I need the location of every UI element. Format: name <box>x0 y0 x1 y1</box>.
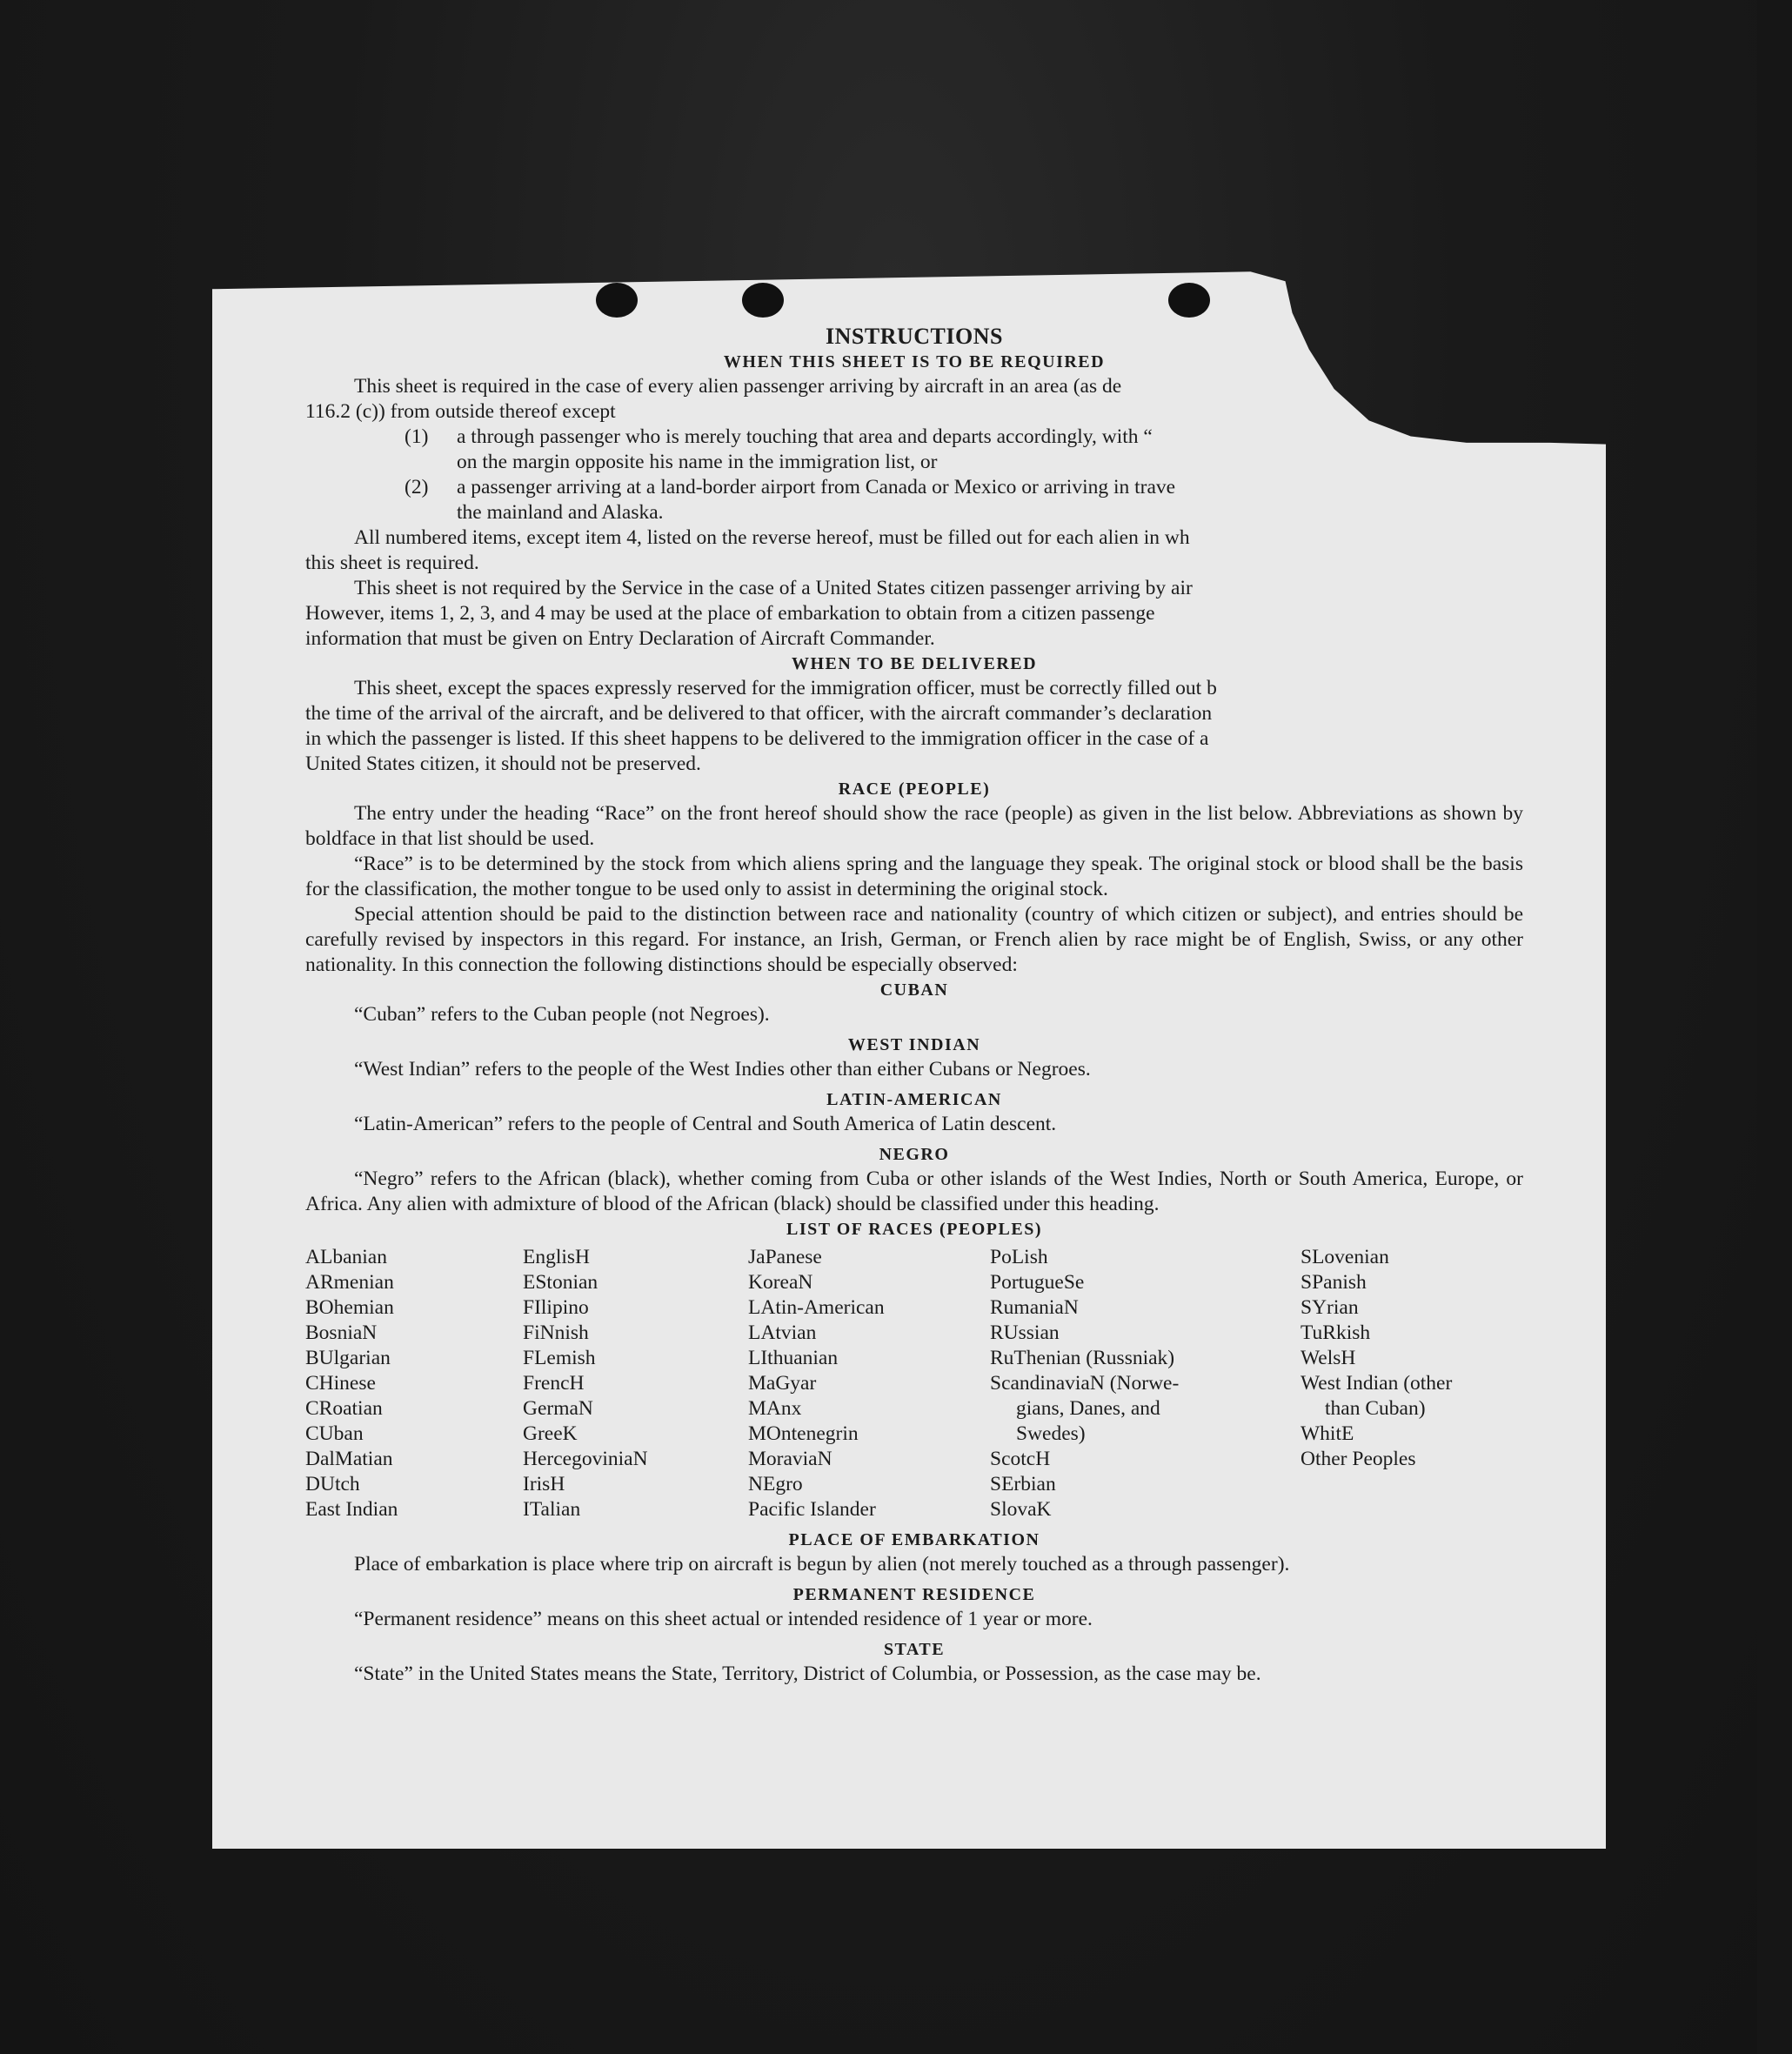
paragraph: This sheet is not required by the Service in the case of a United States citizen passenger arriving by air <box>354 577 1193 599</box>
race-entry: Other Peoples <box>1301 1448 1416 1470</box>
race-entry: West Indian (other <box>1301 1372 1453 1395</box>
race-entry: SErbian <box>990 1473 1056 1495</box>
list-item <box>305 475 1523 500</box>
paragraph: the time of the arrival of the aircraft, and be delivered to that officer, with the aircraft commander’s declaration <box>305 702 1213 725</box>
race-entry: BosniaN <box>305 1321 378 1344</box>
paragraph: United States citizen, it should not be preserved. <box>305 753 701 775</box>
race-entry: PortugueSe <box>990 1271 1085 1294</box>
paragraph: “Race” is to be determined by the stock from which aliens spring and the language they speak. The original stock or blood shall be the basis for the classification, the mother tongue to be used only to assist in determining the original stock. <box>305 853 1523 900</box>
race-entry: Swedes) <box>1016 1422 1086 1445</box>
race-entry: DalMatian <box>305 1448 393 1470</box>
race-entry: MaGyar <box>748 1372 817 1395</box>
race-entry: DUtch <box>305 1473 360 1495</box>
race-entry: ScandinaviaN (Norwe- <box>990 1372 1180 1395</box>
race-entry: FIlipino <box>523 1296 589 1319</box>
paragraph: “State” in the United States means the State, Territory, District of Columbia, or Possession, as the case may be. <box>354 1663 1261 1685</box>
race-entry: MAnx <box>748 1397 802 1420</box>
paragraph: this sheet is required. <box>305 552 479 574</box>
race-entry: BOhemian <box>305 1296 394 1319</box>
race-entry: BUlgarian <box>305 1347 391 1369</box>
section-heading: LIST OF RACES (PEOPLES) <box>786 1220 1042 1239</box>
paragraph: “West Indian” refers to the people of the West Indies other than either Cubans or Negroes. <box>354 1058 1091 1081</box>
race-entry: East Indian <box>305 1498 398 1521</box>
race-column <box>305 1245 523 1522</box>
race-entry: Pacific Islander <box>748 1498 876 1521</box>
race-entry: NEgro <box>748 1473 803 1495</box>
scan-edge <box>1757 0 1792 2054</box>
paragraph: in which the passenger is listed. If this sheet happens to be delivered to the immigration officer in the case of a <box>305 727 1209 750</box>
section-heading: WEST INDIAN <box>847 1035 981 1054</box>
race-list <box>305 1245 1523 1522</box>
section-heading: CUBAN <box>879 980 949 1000</box>
item-text: on the margin opposite his name in the immigration list, or <box>457 451 938 473</box>
item-number: (1) <box>405 425 429 448</box>
race-entry: SLovenian <box>1301 1246 1389 1268</box>
race-entry: SPanish <box>1301 1271 1367 1294</box>
list-item <box>305 450 1523 475</box>
race-entry: KoreaN <box>748 1271 813 1294</box>
paragraph: All numbered items, except item 4, listed on the reverse hereof, must be filled out for each alien in wh <box>354 526 1190 549</box>
item-number: (2) <box>405 476 429 498</box>
race-column <box>523 1245 748 1522</box>
race-entry: MoraviaN <box>748 1448 832 1470</box>
race-entry: RUssian <box>990 1321 1060 1344</box>
item-text: a passenger arriving at a land-border airport from Canada or Mexico or arriving in trave <box>457 476 1176 498</box>
paragraph: “Negro” refers to the African (black), whether coming from Cuba or other islands of the West Indies, North or South America, Europe, or Africa. Any alien with admixture of blood of the African (black) should be classified under this heading. <box>305 1168 1523 1215</box>
race-entry: JaPanese <box>748 1246 822 1268</box>
race-entry: GreeK <box>523 1422 578 1445</box>
paragraph: 116.2 (c)) from outside thereof except <box>305 400 616 423</box>
race-entry: WelsH <box>1301 1347 1356 1369</box>
race-entry: SYrian <box>1301 1296 1359 1319</box>
race-entry: SlovaK <box>990 1498 1052 1521</box>
race-entry: WhitE <box>1301 1422 1354 1445</box>
race-entry: ITalian <box>523 1498 581 1521</box>
page-title: INSTRUCTIONS <box>826 324 1003 349</box>
race-column <box>990 1245 1233 1522</box>
race-entry: than Cuban) <box>1325 1397 1426 1420</box>
race-entry: RumaniaN <box>990 1296 1079 1319</box>
section-heading: PERMANENT RESIDENCE <box>792 1585 1036 1604</box>
paragraph: “Permanent residence” means on this sheet actual or intended residence of 1 year or more. <box>354 1608 1093 1630</box>
section-heading: STATE <box>883 1640 946 1659</box>
list-item <box>305 425 1523 450</box>
race-entry: CUban <box>305 1422 364 1445</box>
race-entry: ScotcH <box>990 1448 1051 1470</box>
race-entry: EnglisH <box>523 1246 591 1268</box>
race-entry: LAtvian <box>748 1321 817 1344</box>
item-text: a through passenger who is merely touching that area and departs accordingly, with “ <box>457 425 1153 448</box>
race-entry: CHinese <box>305 1372 376 1395</box>
race-entry: ALbanian <box>305 1246 387 1268</box>
item-text: the mainland and Alaska. <box>457 501 664 524</box>
race-entry: RuThenian (Russniak) <box>990 1347 1175 1369</box>
list-item <box>305 500 1523 525</box>
race-entry: PoLish <box>990 1246 1048 1268</box>
paragraph: Place of embarkation is place where trip on aircraft is begun by alien (not merely touched as a through passenger). <box>354 1553 1290 1576</box>
race-entry: LAtin-American <box>748 1296 885 1319</box>
section-heading: WHEN THIS SHEET IS TO BE REQUIRED <box>723 352 1106 371</box>
paragraph: information that must be given on Entry Declaration of Aircraft Commander. <box>305 627 935 650</box>
paragraph: This sheet is required in the case of every alien passenger arriving by aircraft in an area (as de <box>354 375 1122 398</box>
race-entry: IrisH <box>523 1473 565 1495</box>
race-entry: FrencH <box>523 1372 585 1395</box>
paragraph: Special attention should be paid to the distinction between race and nationality (country of which citizen or subject), and entries should be carefully revised by inspectors in this regard. For instance, an Irish, German, or French alien by race might be of English, Swiss, or any other nationality. In this connection the following distinctions should be especially observed: <box>305 903 1523 976</box>
race-entry: EStonian <box>523 1271 598 1294</box>
race-column <box>1233 1245 1452 1522</box>
paragraph: “Cuban” refers to the Cuban people (not Negroes). <box>354 1003 770 1026</box>
section-heading: NEGRO <box>879 1145 950 1164</box>
section-heading: LATIN-AMERICAN <box>826 1090 1002 1109</box>
race-entry: gians, Danes, and <box>1016 1397 1160 1420</box>
paragraph: “Latin-American” refers to the people of Central and South America of Latin descent. <box>354 1113 1057 1135</box>
paragraph: The entry under the heading “Race” on the front hereof should show the race (people) as given in the list below. Abbreviations as shown by boldface in that list should be used. <box>305 802 1523 850</box>
section-heading: RACE (PEOPLE) <box>838 779 991 799</box>
race-entry: LIthuanian <box>748 1347 839 1369</box>
race-entry: CRoatian <box>305 1397 383 1420</box>
paragraph: However, items 1, 2, 3, and 4 may be used at the place of embarkation to obtain from a citizen passenge <box>305 602 1155 625</box>
punch-hole <box>596 283 638 318</box>
race-column <box>748 1245 990 1522</box>
section-heading: PLACE OF EMBARKATION <box>788 1530 1040 1549</box>
race-entry: FiNnish <box>523 1321 589 1344</box>
race-entry: MOntenegrin <box>748 1422 859 1445</box>
race-entry: FLemish <box>523 1347 596 1369</box>
punch-hole <box>1168 283 1210 318</box>
section-heading: WHEN TO BE DELIVERED <box>791 654 1038 673</box>
paragraph: This sheet, except the spaces expressly reserved for the immigration officer, must be correctly filled out b <box>354 677 1217 699</box>
race-entry: TuRkish <box>1301 1321 1371 1344</box>
instructions-text <box>305 324 1523 1687</box>
race-entry: ARmenian <box>305 1271 394 1294</box>
race-entry: GermaN <box>523 1397 593 1420</box>
race-entry: HercegoviniaN <box>523 1448 648 1470</box>
punch-hole <box>742 283 784 318</box>
